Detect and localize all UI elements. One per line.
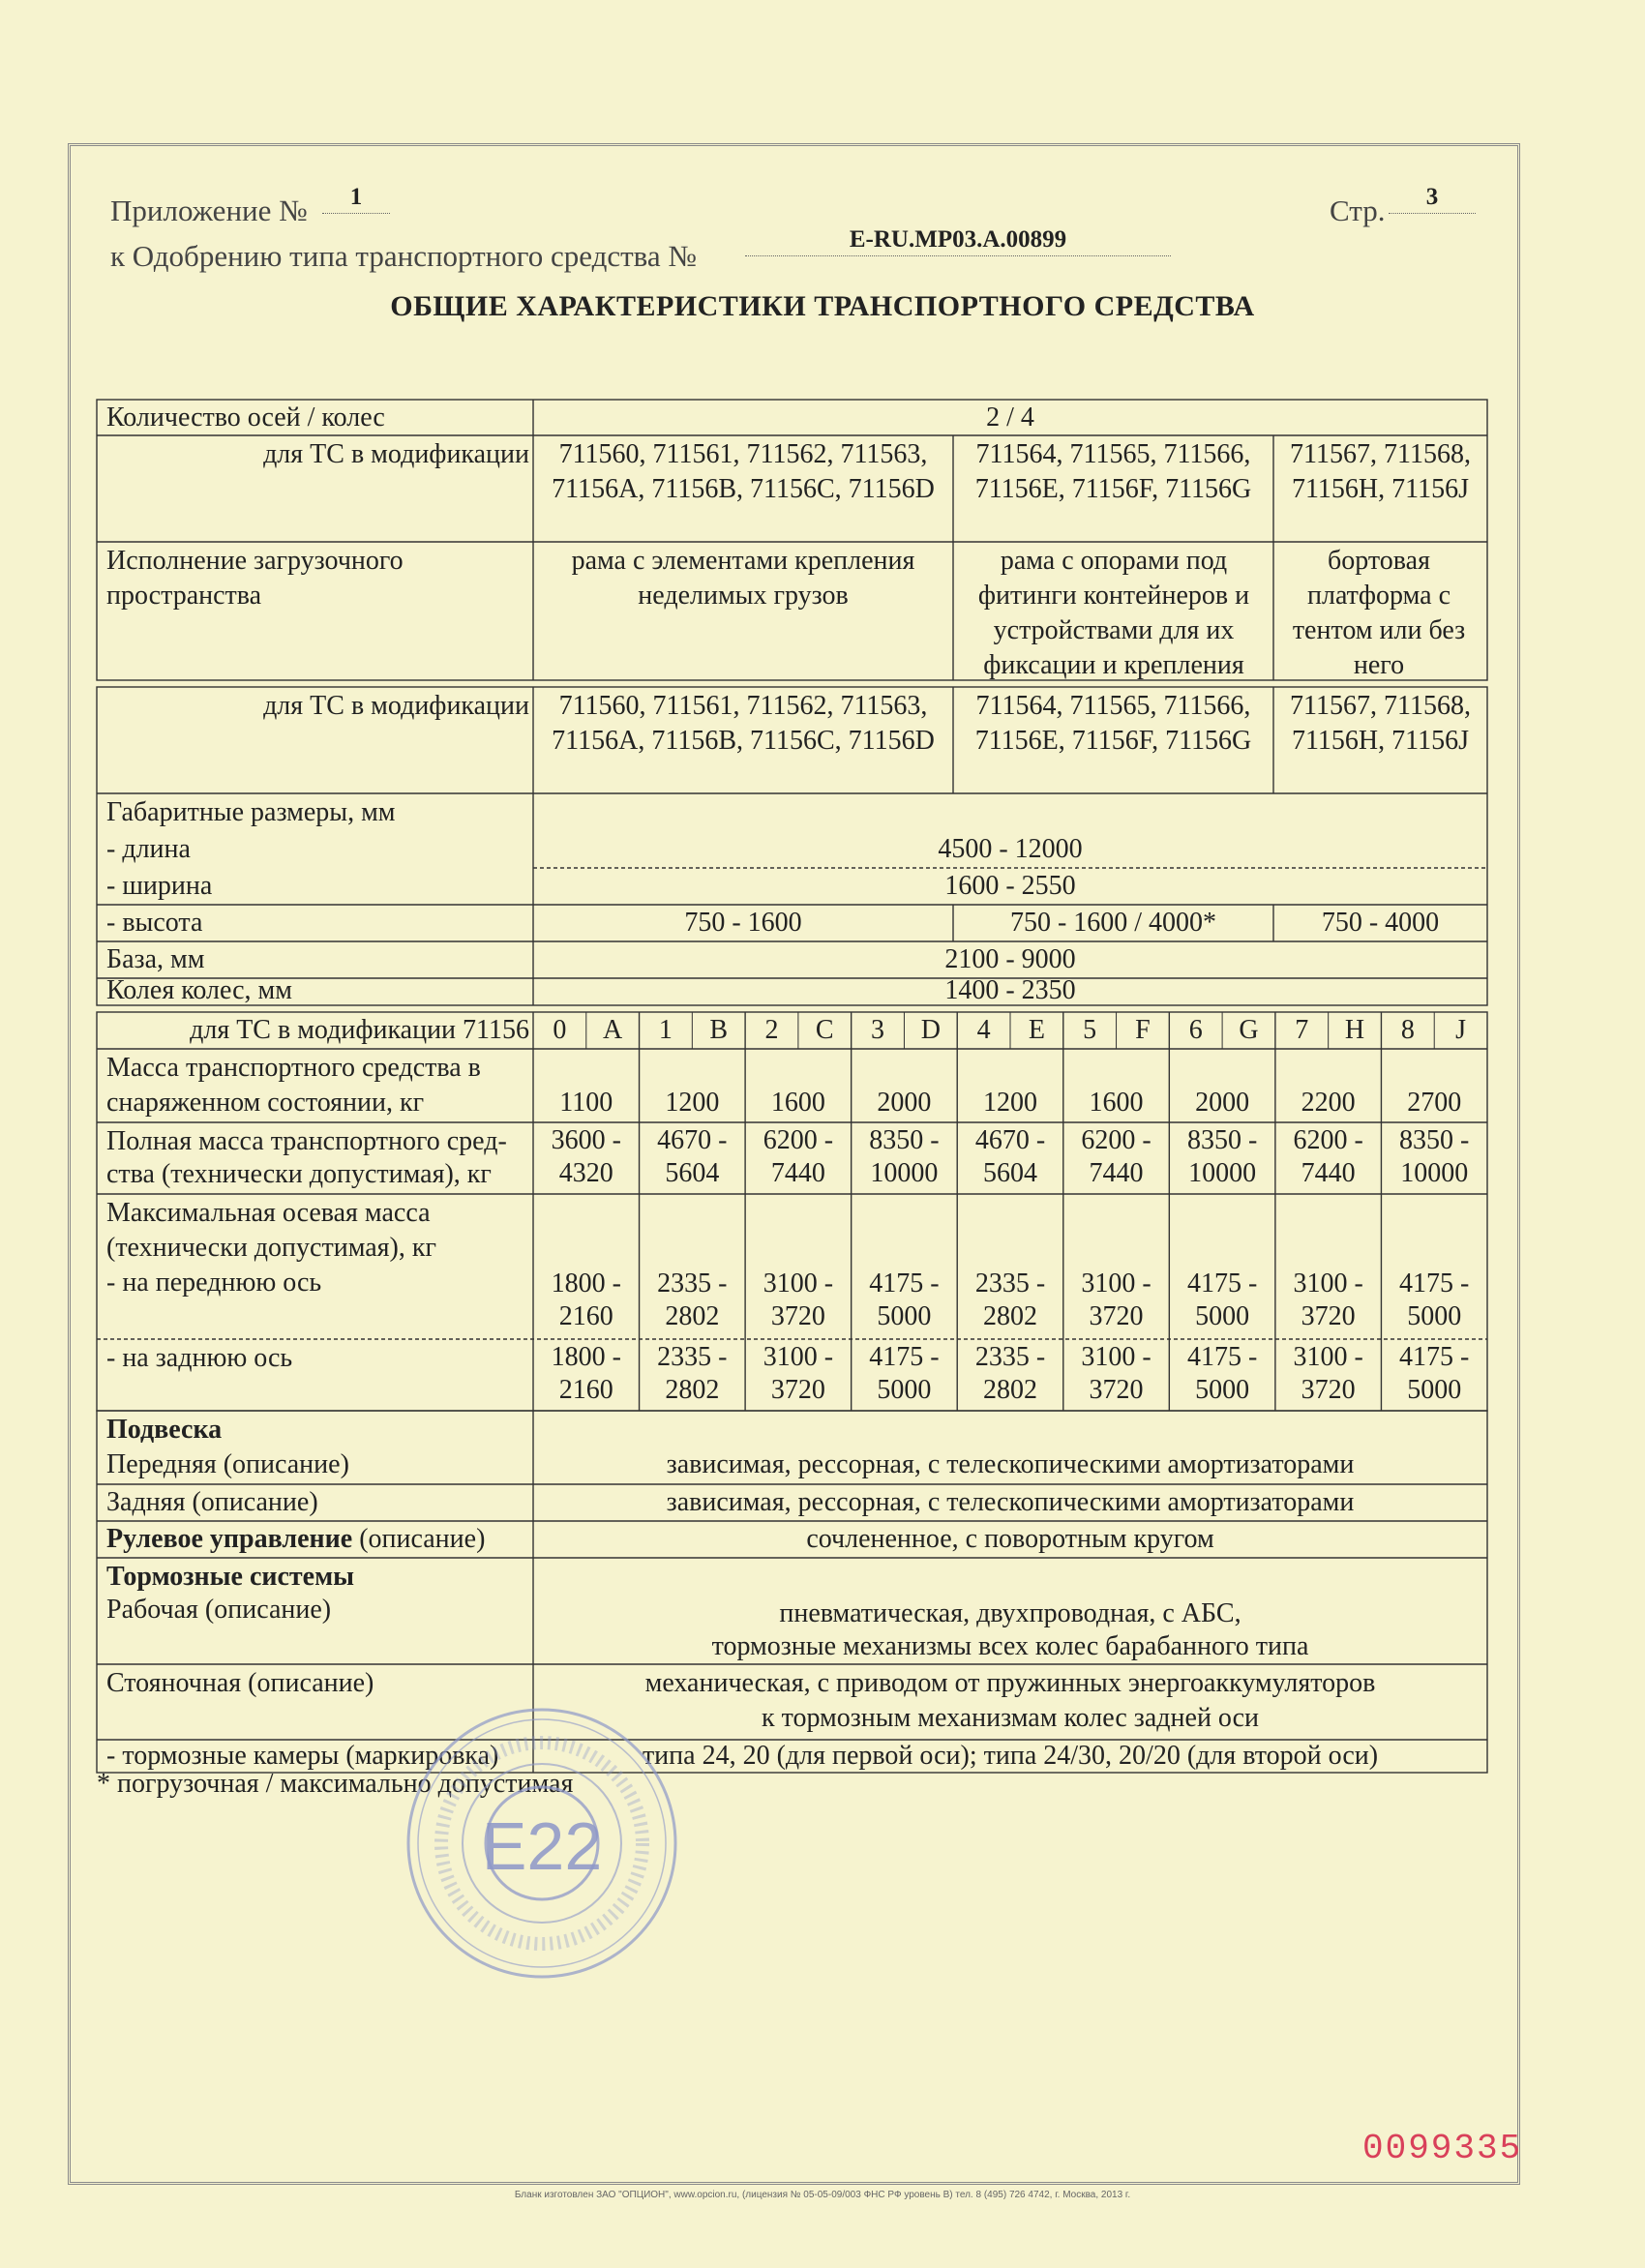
mod-code: 7 xyxy=(1295,1015,1309,1045)
brake-chambers-value: типа 24, 20 (для первой оси); типа 24/30, 20/20 (для второй оси) xyxy=(642,1741,1379,1771)
curb-mass-value: 2700 xyxy=(1407,1088,1462,1118)
mod-code: 8 xyxy=(1400,1015,1415,1045)
mod-code: 5 xyxy=(1083,1015,1097,1045)
mods-2-c: 711567, 711568, 71156H, 71156J xyxy=(1290,691,1471,756)
mod-code: 6 xyxy=(1188,1015,1203,1045)
height-c: 750 - 4000 xyxy=(1321,908,1440,938)
rear-susp-value: зависимая, рессорная, с телескопическими амортизаторами xyxy=(666,1487,1355,1517)
base-value: 2100 - 9000 xyxy=(944,944,1076,974)
gross-label-1: Полная масса транспортного сред- xyxy=(106,1126,507,1156)
gross-mass-value: 8350 - 10000 xyxy=(1399,1125,1470,1188)
mod-code: J xyxy=(1455,1015,1467,1045)
curb-mass-value: 2000 xyxy=(877,1088,932,1118)
cargo-label: Исполнение загрузочного пространства xyxy=(106,546,404,611)
gross-mass-value: 4670 - 5604 xyxy=(974,1125,1046,1188)
gross-label-2: ства (технически допустимая), кг xyxy=(106,1159,492,1189)
service-brake-label: Рабочая (описание) xyxy=(106,1595,332,1625)
approval-label: к Одобрению типа транспортного средства № xyxy=(110,239,697,273)
front-axle-value: 4175 - 5000 xyxy=(869,1268,940,1331)
mod-code: G xyxy=(1239,1015,1259,1045)
axles-label: Количество осей / колес xyxy=(106,403,385,433)
parking-brake-value-2: к тормозным механизмам колес задней оси xyxy=(761,1703,1260,1733)
mod-code: 4 xyxy=(976,1015,991,1045)
mods-1-b: 711564, 711565, 711566, 71156E, 71156F, 71156G xyxy=(974,439,1252,504)
front-axle-value: 3100 - 3720 xyxy=(1081,1268,1152,1331)
service-brake-value-1: пневматическая, двухпроводная, с АБС, xyxy=(779,1598,1241,1628)
mod-code: 3 xyxy=(871,1015,885,1045)
page-title: ОБЩИЕ ХАРАКТЕРИСТИКИ ТРАНСПОРТНОГО СРЕДСТВА xyxy=(390,290,1255,322)
annex-number: 1 xyxy=(322,184,390,214)
service-brake-value-2: тормозные механизмы всех колес барабанного типа xyxy=(711,1631,1309,1661)
front-susp-value: зависимая, рессорная, с телескопическими амортизаторами xyxy=(666,1449,1355,1479)
rear-axle-value: 2335 - 2802 xyxy=(974,1342,1046,1405)
stamp-mark: E22 xyxy=(481,1808,603,1884)
front-axle-value: 4175 - 5000 xyxy=(1399,1268,1470,1331)
width-label: - ширина xyxy=(106,871,213,901)
approval-number: E-RU.MP03.A.00899 xyxy=(745,226,1171,256)
mod-label-3: для ТС в модификации 71156 xyxy=(190,1015,529,1045)
length-label: - длина xyxy=(106,834,191,864)
rear-axle-label: - на заднюю ось xyxy=(106,1343,293,1373)
curb-mass-value: 1600 xyxy=(1089,1088,1144,1118)
page-number: 3 xyxy=(1389,184,1476,214)
cargo-a: рама с элементами крепления неделимых грузов xyxy=(571,546,915,611)
track-value: 1400 - 2350 xyxy=(944,975,1076,1005)
mod-code: 2 xyxy=(764,1015,779,1045)
footnote: * погрузочная / максимально допустимая xyxy=(97,1769,574,1799)
steering-heading: Рулевое управление xyxy=(106,1524,353,1554)
rear-axle-value: 3100 - 3720 xyxy=(1293,1342,1363,1405)
steering-suffix: (описание) xyxy=(359,1524,486,1554)
brake-chambers-label: - тормозные камеры (маркировка) xyxy=(106,1741,499,1771)
mod-label-1: для ТС в модификации xyxy=(263,439,529,469)
approval-stamp xyxy=(402,1703,682,1984)
curb-mass-value: 1100 xyxy=(559,1088,613,1118)
mods-2-b: 711564, 711565, 711566, 71156E, 71156F, 71156G xyxy=(974,691,1252,756)
width-value: 1600 - 2550 xyxy=(944,871,1076,901)
rear-axle-value: 3100 - 3720 xyxy=(1081,1342,1152,1405)
axle-label-2: (технически допустимая), кг xyxy=(106,1233,436,1263)
mod-code: H xyxy=(1344,1015,1365,1045)
gross-mass-value: 3600 - 4320 xyxy=(551,1125,621,1188)
mod-code: F xyxy=(1135,1015,1151,1045)
front-axle-value: 3100 - 3720 xyxy=(1293,1268,1363,1331)
parking-brake-label: Стояночная (описание) xyxy=(106,1668,374,1698)
length-value: 4500 - 12000 xyxy=(938,834,1083,864)
mod-code: A xyxy=(603,1015,623,1045)
track-label: Колея колес, мм xyxy=(106,975,292,1005)
front-axle-value: 2335 - 2802 xyxy=(974,1268,1046,1331)
printer-imprint: Бланк изготовлен ЗАО "ОПЦИОН", www.opcion.ru, (лицензия № 05-05-09/003 ФНС РФ уровень В) тел. 8 (495) 726 4742, г. Москва, 2013 г. xyxy=(514,2190,1131,2200)
rear-axle-value: 2335 - 2802 xyxy=(657,1342,728,1405)
front-axle-value: 2335 - 2802 xyxy=(657,1268,728,1331)
cargo-c: бортовая платформа с тентом или без него xyxy=(1292,546,1466,680)
gross-mass-value: 6200 - 7440 xyxy=(763,1125,834,1188)
rear-axle-value: 1800 - 2160 xyxy=(551,1342,621,1405)
cargo-b: рама с опорами под фитинги контейнеров и устройствами для их фиксации и крепления xyxy=(977,546,1250,680)
curb-label: Масса транспортного средства в снаряженном состоянии, кг xyxy=(106,1053,481,1118)
base-label: База, мм xyxy=(106,944,205,974)
curb-mass-value: 2000 xyxy=(1195,1088,1250,1118)
rear-axle-value: 4175 - 5000 xyxy=(869,1342,940,1405)
height-label: - высота xyxy=(106,908,203,938)
front-axle-value: 4175 - 5000 xyxy=(1186,1268,1258,1331)
page-label: Стр. xyxy=(1330,194,1386,227)
serial-number: 0099335 xyxy=(1362,2129,1523,2168)
front-axle-label: - на переднюю ось xyxy=(106,1268,322,1298)
mod-code: B xyxy=(709,1015,729,1045)
curb-mass-value: 2200 xyxy=(1301,1088,1356,1118)
gross-mass-value: 4670 - 5604 xyxy=(657,1125,728,1188)
gross-mass-value: 8350 - 10000 xyxy=(1186,1125,1258,1188)
steering-label xyxy=(106,1522,485,1557)
dims-label: Габаритные размеры, мм xyxy=(106,797,396,827)
mods-2-a: 711560, 711561, 711562, 711563, 71156A, 71156B, 71156C, 71156D xyxy=(552,691,935,756)
mods-1-c: 711567, 711568, 71156H, 71156J xyxy=(1290,439,1471,504)
gross-mass-value: 6200 - 7440 xyxy=(1293,1125,1363,1188)
rear-axle-value: 4175 - 5000 xyxy=(1186,1342,1258,1405)
gross-mass-value: 8350 - 10000 xyxy=(869,1125,940,1188)
mod-code: E xyxy=(1028,1015,1045,1045)
mod-code: 1 xyxy=(658,1015,673,1045)
curb-mass-value: 1600 xyxy=(770,1088,825,1118)
axles-value: 2 / 4 xyxy=(986,403,1034,433)
height-a: 750 - 1600 xyxy=(684,908,802,938)
mod-code: D xyxy=(920,1015,941,1045)
brakes-heading: Тормозные системы xyxy=(106,1562,355,1592)
curb-mass-value: 1200 xyxy=(665,1088,720,1118)
rear-susp-label: Задняя (описание) xyxy=(106,1487,318,1517)
mod-code: C xyxy=(815,1015,834,1045)
rear-axle-value: 4175 - 5000 xyxy=(1399,1342,1470,1405)
front-axle-value: 3100 - 3720 xyxy=(763,1268,834,1331)
axle-label-1: Максимальная осевая масса xyxy=(106,1198,431,1228)
mod-code: 0 xyxy=(553,1015,567,1045)
mods-1-a: 711560, 711561, 711562, 711563, 71156A, 71156B, 71156C, 71156D xyxy=(552,439,935,504)
gross-mass-value: 6200 - 7440 xyxy=(1081,1125,1152,1188)
front-susp-label: Передняя (описание) xyxy=(106,1449,349,1479)
rear-axle-value: 3100 - 3720 xyxy=(763,1342,834,1405)
annex-label: Приложение № xyxy=(110,194,308,227)
curb-mass-value: 1200 xyxy=(982,1088,1037,1118)
front-axle-value: 1800 - 2160 xyxy=(551,1268,621,1331)
steering-value: сочлененное, с поворотным кругом xyxy=(806,1524,1214,1554)
height-b: 750 - 1600 / 4000* xyxy=(1009,908,1217,938)
mod-label-2: для ТС в модификации xyxy=(263,691,529,721)
parking-brake-value-1: механическая, с приводом от пружинных энергоаккумуляторов xyxy=(644,1668,1376,1698)
suspension-heading: Подвеска xyxy=(106,1415,223,1445)
